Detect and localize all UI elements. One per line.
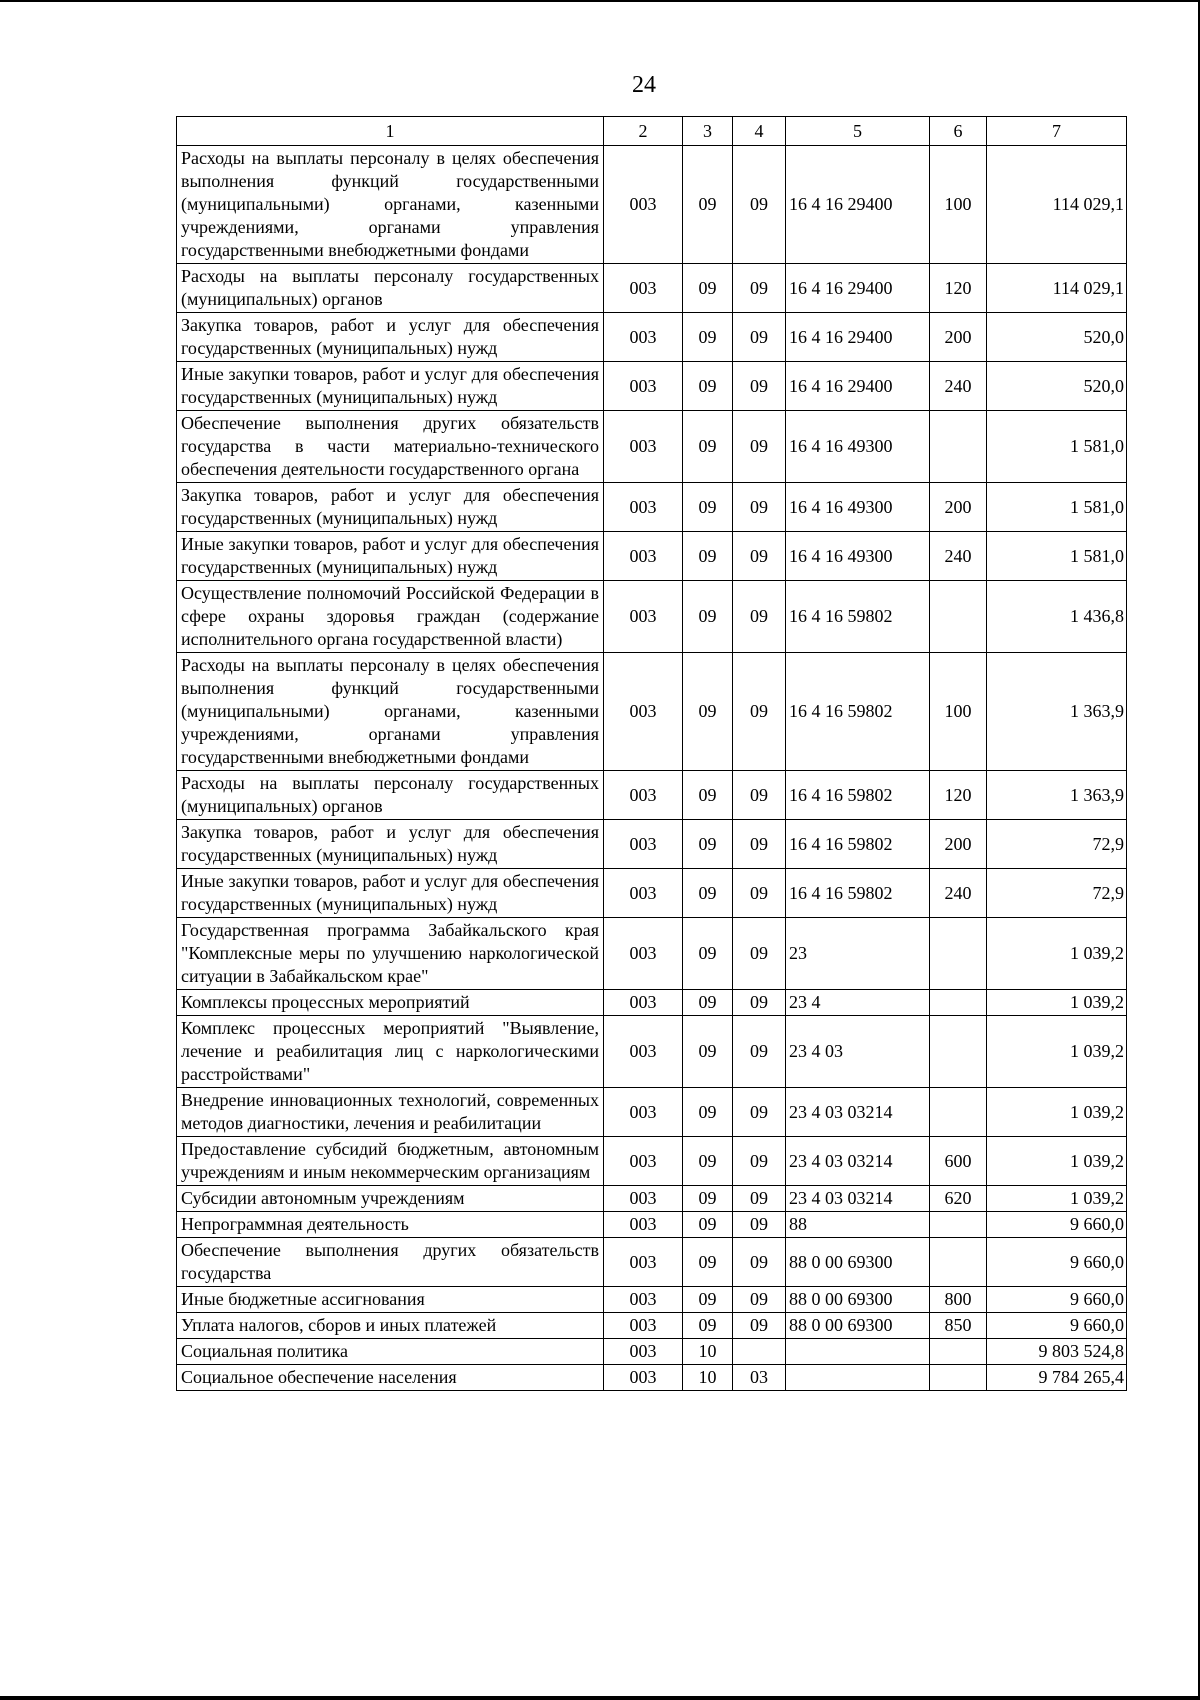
item-name: Закупка товаров, работ и услуг для обеспечения государственных (муниципальных) нужд	[177, 820, 604, 869]
section-code: 09	[683, 581, 733, 653]
table-row	[177, 1339, 1127, 1365]
expense-type-code	[930, 918, 987, 990]
ministry-code: 003	[604, 1088, 683, 1137]
amount: 9 784 265,4	[987, 1365, 1127, 1391]
item-name: Непрограммная деятельность	[177, 1212, 604, 1238]
section-code: 09	[683, 1212, 733, 1238]
section-code: 09	[683, 1016, 733, 1088]
item-name: Осуществление полномочий Российской Федерации в сфере охраны здоровья граждан (содержание исполнительного органа государственной власти)	[177, 581, 604, 653]
subsection-code: 09	[733, 1313, 786, 1339]
section-code: 09	[683, 771, 733, 820]
ministry-code: 003	[604, 653, 683, 771]
section-code: 09	[683, 362, 733, 411]
subsection-code: 09	[733, 869, 786, 918]
target-article-code: 23	[786, 918, 930, 990]
expense-type-code: 120	[930, 264, 987, 313]
amount: 114 029,1	[987, 264, 1127, 313]
header-col-4: 4	[733, 117, 786, 146]
expense-type-code	[930, 411, 987, 483]
amount: 72,9	[987, 820, 1127, 869]
expense-type-code	[930, 1088, 987, 1137]
ministry-code: 003	[604, 1287, 683, 1313]
section-code: 09	[683, 1313, 733, 1339]
amount: 72,9	[987, 869, 1127, 918]
item-name: Закупка товаров, работ и услуг для обеспечения государственных (муниципальных) нужд	[177, 483, 604, 532]
target-article-code: 88	[786, 1212, 930, 1238]
target-article-code: 16 4 16 29400	[786, 362, 930, 411]
table-row	[177, 362, 1127, 411]
expense-type-code	[930, 1238, 987, 1287]
expense-type-code: 120	[930, 771, 987, 820]
expense-type-code	[930, 1212, 987, 1238]
item-name: Закупка товаров, работ и услуг для обеспечения государственных (муниципальных) нужд	[177, 313, 604, 362]
expense-type-code: 100	[930, 653, 987, 771]
expense-type-code: 600	[930, 1137, 987, 1186]
header-col-6: 6	[930, 117, 987, 146]
table-row	[177, 1238, 1127, 1287]
subsection-code: 09	[733, 1287, 786, 1313]
section-code: 09	[683, 1088, 733, 1137]
amount: 1 581,0	[987, 411, 1127, 483]
table-row	[177, 1313, 1127, 1339]
item-name: Расходы на выплаты персоналу государственных (муниципальных) органов	[177, 771, 604, 820]
expense-type-code	[930, 1016, 987, 1088]
target-article-code: 23 4 03 03214	[786, 1088, 930, 1137]
ministry-code: 003	[604, 869, 683, 918]
subsection-code	[733, 1339, 786, 1365]
target-article-code: 23 4 03 03214	[786, 1186, 930, 1212]
table-row	[177, 820, 1127, 869]
amount: 1 039,2	[987, 1016, 1127, 1088]
table-row	[177, 581, 1127, 653]
target-article-code: 16 4 16 59802	[786, 820, 930, 869]
ministry-code: 003	[604, 1186, 683, 1212]
section-code: 09	[683, 1186, 733, 1212]
table-row	[177, 1287, 1127, 1313]
section-code: 09	[683, 918, 733, 990]
item-name: Комплекс процессных мероприятий "Выявление, лечение и реабилитация лиц с наркологическими расстройствами"	[177, 1016, 604, 1088]
amount: 9 660,0	[987, 1287, 1127, 1313]
amount: 1 581,0	[987, 483, 1127, 532]
target-article-code: 16 4 16 29400	[786, 264, 930, 313]
ministry-code: 003	[604, 990, 683, 1016]
amount: 520,0	[987, 362, 1127, 411]
target-article-code: 23 4	[786, 990, 930, 1016]
table-row	[177, 411, 1127, 483]
ministry-code: 003	[604, 362, 683, 411]
subsection-code: 09	[733, 483, 786, 532]
table-row	[177, 990, 1127, 1016]
subsection-code: 09	[733, 146, 786, 264]
expense-type-code	[930, 1365, 987, 1391]
amount: 114 029,1	[987, 146, 1127, 264]
subsection-code: 09	[733, 1186, 786, 1212]
item-name: Социальное обеспечение населения	[177, 1365, 604, 1391]
target-article-code: 16 4 16 59802	[786, 771, 930, 820]
ministry-code: 003	[604, 918, 683, 990]
section-code: 09	[683, 869, 733, 918]
header-row	[177, 117, 1127, 146]
item-name: Расходы на выплаты персоналу государственных (муниципальных) органов	[177, 264, 604, 313]
table-row	[177, 1212, 1127, 1238]
amount: 1 039,2	[987, 1137, 1127, 1186]
ministry-code: 003	[604, 771, 683, 820]
subsection-code: 09	[733, 1212, 786, 1238]
table-body	[177, 146, 1127, 1391]
amount: 520,0	[987, 313, 1127, 362]
table-row	[177, 313, 1127, 362]
section-code: 09	[683, 1137, 733, 1186]
amount: 1 363,9	[987, 653, 1127, 771]
amount: 9 660,0	[987, 1313, 1127, 1339]
target-article-code: 88 0 00 69300	[786, 1287, 930, 1313]
ministry-code: 003	[604, 1313, 683, 1339]
section-code: 09	[683, 820, 733, 869]
section-code: 09	[683, 1287, 733, 1313]
page-number: 24	[632, 72, 656, 98]
ministry-code: 003	[604, 146, 683, 264]
section-code: 09	[683, 532, 733, 581]
ministry-code: 003	[604, 581, 683, 653]
expense-type-code: 240	[930, 532, 987, 581]
target-article-code: 16 4 16 59802	[786, 653, 930, 771]
ministry-code: 003	[604, 313, 683, 362]
ministry-code: 003	[604, 1137, 683, 1186]
amount: 1 039,2	[987, 1186, 1127, 1212]
ministry-code: 003	[604, 1339, 683, 1365]
table-row	[177, 146, 1127, 264]
item-name: Иные закупки товаров, работ и услуг для обеспечения государственных (муниципальных) нужд	[177, 869, 604, 918]
table-row	[177, 1137, 1127, 1186]
target-article-code: 16 4 16 49300	[786, 483, 930, 532]
ministry-code: 003	[604, 1365, 683, 1391]
item-name: Субсидии автономным учреждениям	[177, 1186, 604, 1212]
amount: 9 803 524,8	[987, 1339, 1127, 1365]
amount: 9 660,0	[987, 1212, 1127, 1238]
expense-type-code	[930, 1339, 987, 1365]
section-code: 09	[683, 411, 733, 483]
subsection-code: 09	[733, 918, 786, 990]
target-article-code: 16 4 16 49300	[786, 411, 930, 483]
expense-type-code: 100	[930, 146, 987, 264]
ministry-code: 003	[604, 411, 683, 483]
table-row	[177, 1088, 1127, 1137]
item-name: Иные закупки товаров, работ и услуг для обеспечения государственных (муниципальных) нужд	[177, 532, 604, 581]
subsection-code: 03	[733, 1365, 786, 1391]
item-name: Комплексы процессных мероприятий	[177, 990, 604, 1016]
header-col-1: 1	[177, 117, 604, 146]
expense-type-code: 800	[930, 1287, 987, 1313]
subsection-code: 09	[733, 820, 786, 869]
item-name: Уплата налогов, сборов и иных платежей	[177, 1313, 604, 1339]
section-code: 09	[683, 1238, 733, 1287]
item-name: Обеспечение выполнения других обязательств государства в части материально-технического обеспечения деятельности государственного органа	[177, 411, 604, 483]
table-row	[177, 264, 1127, 313]
amount: 1 436,8	[987, 581, 1127, 653]
expense-type-code: 200	[930, 820, 987, 869]
table-row	[177, 918, 1127, 990]
target-article-code	[786, 1365, 930, 1391]
section-code: 09	[683, 313, 733, 362]
subsection-code: 09	[733, 1088, 786, 1137]
item-name: Расходы на выплаты персоналу в целях обеспечения выполнения функций государственными (муниципальными) органами, казенными учреждениями, органами управления государственными внебюджетными фондами	[177, 146, 604, 264]
table-row	[177, 1016, 1127, 1088]
item-name: Расходы на выплаты персоналу в целях обеспечения выполнения функций государственными (муниципальными) органами, казенными учреждениями, органами управления государственными внебюджетными фондами	[177, 653, 604, 771]
expense-type-code: 200	[930, 483, 987, 532]
section-code: 10	[683, 1339, 733, 1365]
target-article-code: 23 4 03	[786, 1016, 930, 1088]
target-article-code: 16 4 16 29400	[786, 313, 930, 362]
subsection-code: 09	[733, 362, 786, 411]
ministry-code: 003	[604, 820, 683, 869]
subsection-code: 09	[733, 1238, 786, 1287]
subsection-code: 09	[733, 532, 786, 581]
header-col-7: 7	[987, 117, 1127, 146]
subsection-code: 09	[733, 990, 786, 1016]
item-name: Социальная политика	[177, 1339, 604, 1365]
target-article-code: 16 4 16 29400	[786, 146, 930, 264]
amount: 1 039,2	[987, 918, 1127, 990]
section-code: 10	[683, 1365, 733, 1391]
table-row	[177, 483, 1127, 532]
amount: 1 581,0	[987, 532, 1127, 581]
expense-type-code: 850	[930, 1313, 987, 1339]
table-row	[177, 1186, 1127, 1212]
item-name: Предоставление субсидий бюджетным, автономным учреждениям и иным некоммерческим организациям	[177, 1137, 604, 1186]
target-article-code: 88 0 00 69300	[786, 1313, 930, 1339]
target-article-code	[786, 1339, 930, 1365]
section-code: 09	[683, 146, 733, 264]
section-code: 09	[683, 653, 733, 771]
subsection-code: 09	[733, 581, 786, 653]
item-name: Иные бюджетные ассигнования	[177, 1287, 604, 1313]
ministry-code: 003	[604, 264, 683, 313]
expense-type-code: 200	[930, 313, 987, 362]
table-row	[177, 532, 1127, 581]
budget-table	[176, 116, 1127, 1391]
ministry-code: 003	[604, 532, 683, 581]
ministry-code: 003	[604, 1016, 683, 1088]
ministry-code: 003	[604, 1238, 683, 1287]
item-name: Обеспечение выполнения других обязательств государства	[177, 1238, 604, 1287]
amount: 9 660,0	[987, 1238, 1127, 1287]
amount: 1 039,2	[987, 990, 1127, 1016]
target-article-code: 16 4 16 59802	[786, 581, 930, 653]
ministry-code: 003	[604, 483, 683, 532]
header-col-5: 5	[786, 117, 930, 146]
table-row	[177, 653, 1127, 771]
header-col-3: 3	[683, 117, 733, 146]
subsection-code: 09	[733, 1137, 786, 1186]
subsection-code: 09	[733, 411, 786, 483]
table-row	[177, 771, 1127, 820]
item-name: Внедрение инновационных технологий, современных методов диагностики, лечения и реабилитации	[177, 1088, 604, 1137]
target-article-code: 23 4 03 03214	[786, 1137, 930, 1186]
expense-type-code: 240	[930, 869, 987, 918]
target-article-code: 16 4 16 59802	[786, 869, 930, 918]
table-row	[177, 869, 1127, 918]
subsection-code: 09	[733, 771, 786, 820]
amount: 1 039,2	[987, 1088, 1127, 1137]
item-name: Государственная программа Забайкальского края "Комплексные меры по улучшению наркологической ситуации в Забайкальском крае"	[177, 918, 604, 990]
header-col-2: 2	[604, 117, 683, 146]
expense-type-code: 240	[930, 362, 987, 411]
subsection-code: 09	[733, 653, 786, 771]
expense-type-code	[930, 581, 987, 653]
section-code: 09	[683, 990, 733, 1016]
ministry-code: 003	[604, 1212, 683, 1238]
section-code: 09	[683, 264, 733, 313]
subsection-code: 09	[733, 264, 786, 313]
subsection-code: 09	[733, 1016, 786, 1088]
expense-type-code	[930, 990, 987, 1016]
section-code: 09	[683, 483, 733, 532]
amount: 1 363,9	[987, 771, 1127, 820]
item-name: Иные закупки товаров, работ и услуг для обеспечения государственных (муниципальных) нужд	[177, 362, 604, 411]
target-article-code: 88 0 00 69300	[786, 1238, 930, 1287]
expense-type-code: 620	[930, 1186, 987, 1212]
table-row	[177, 1365, 1127, 1391]
subsection-code: 09	[733, 313, 786, 362]
target-article-code: 16 4 16 49300	[786, 532, 930, 581]
